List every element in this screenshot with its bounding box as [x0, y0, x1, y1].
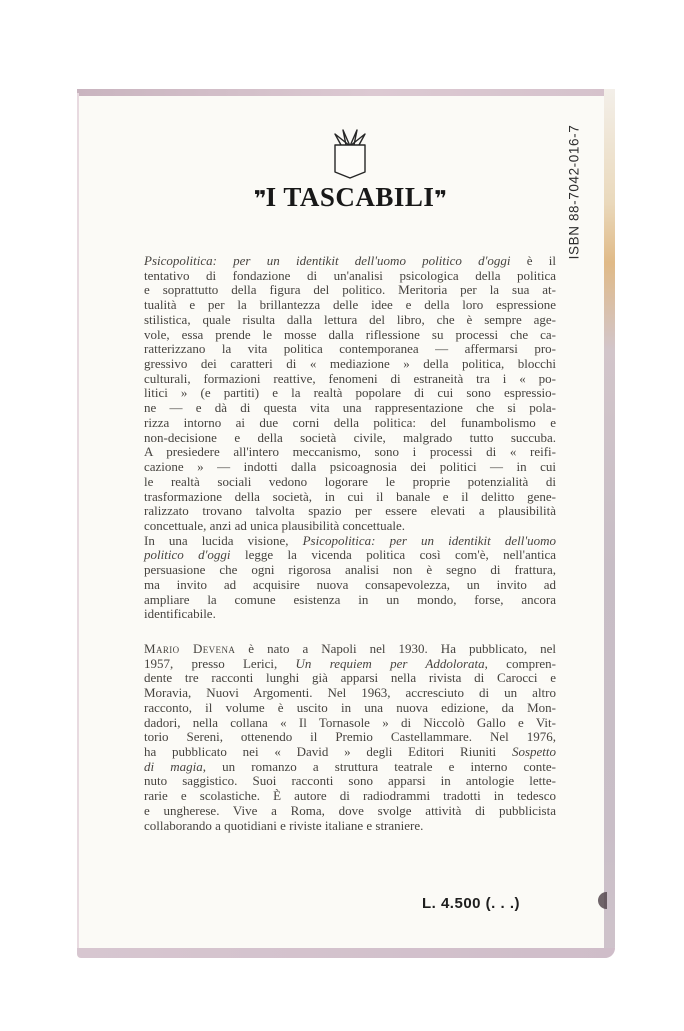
publisher-logo — [144, 129, 556, 213]
text-line: tualità e per la brillantezza delle idee e della loro espressione — [144, 297, 556, 313]
text-line: A presiedere all'intero meccanismo, sono i processi di « reifi- — [144, 444, 556, 460]
text-line: ratterizzano la vita politica contemporanea — affermarsi pro- — [144, 341, 556, 357]
text-line: In una lucida visione, Psicopolitica: per un identikit dell'uomo — [144, 532, 556, 548]
text-line: gressivo dei caratteri di « mediazione » della politica, blocchi — [144, 356, 556, 372]
text-line: Mario Devena è nato a Napoli nel 1930. Ha pubblicato, nel — [144, 641, 556, 656]
bottom-edge-shadow — [77, 948, 615, 958]
text-line: ampliare la comune esistenza in un mondo, forse, ancora — [144, 591, 556, 607]
text-line: le realtà sociali vedono logorare le proprie potenzialità di — [144, 473, 556, 489]
text-line: di magia, un romanzo a struttura teatrale e interno conte- — [144, 758, 556, 774]
text-line: concettuale, anzi ad unica plausibilità concettuale. — [144, 517, 405, 533]
text-line: stilistica, quale risulta dalla lettura del libro, che è sempre age- — [144, 311, 556, 327]
price-label: L. 4.500 (. . .) — [421, 895, 520, 912]
text-line: rarie e scolastiche. È autore di radiodrammi tradotti in tedesco — [144, 788, 556, 804]
open-book-icon — [329, 129, 371, 179]
book-back-cover — [77, 89, 615, 958]
left-quote-ornament: ❞ — [253, 187, 266, 212]
isbn-vertical: ISBN 88-7042-016-7 — [566, 124, 582, 260]
text-line: vole, essa prende le mosse dalla riflessione su processi che ca- — [144, 326, 556, 342]
text-line: collaborando a quotidiani e riviste italiane e straniere. — [144, 817, 424, 833]
right-quote-ornament: ❞ — [434, 187, 447, 212]
author-bio — [144, 642, 556, 833]
text-line: cazione » — indotti dalla psicoagnosia dei politici — in cui — [144, 459, 556, 475]
edge-notch-mark — [598, 892, 607, 909]
text-line: politico d'oggi legge la vicenda politica così com'è, nell'antica — [144, 547, 557, 563]
text-line: 1957, presso Lerici, Un requiem per Addolorata, compren- — [144, 655, 556, 671]
text-line: dente tre racconti lunghi già apparsi nella rivista di Carocci e — [144, 670, 556, 686]
text-line: culturali, formazioni reattive, fenomeni di estraneità tra i « po- — [144, 370, 556, 386]
text-line: e soprattutto della figura del politico. Meritoria per la sua at- — [144, 282, 556, 298]
text-line: persuasione che ogni rigorosa analisi non è segno di frattura, — [144, 562, 556, 578]
series-title — [144, 182, 556, 213]
page-block-edge — [604, 89, 615, 958]
text-line: ha pubblicato nei « David » degli Editori Riuniti Sospetto — [144, 744, 556, 760]
text-line: nuto saggistico. Suoi racconti sono apparsi in antologie lette- — [144, 773, 556, 789]
text-line: identificabile. — [144, 606, 216, 622]
text-line: non-decisione e della società civile, malgrado tutto succuba. — [144, 429, 556, 445]
text-line: ralizzato trovano talvolta spazio per essere elevati a plausibilità — [144, 503, 556, 519]
text-line: litici » (e partiti) e la realtà popolare di cui sono espressio- — [144, 385, 556, 401]
text-line: Psicopolitica: per un identikit dell'uomo politico d'oggi è il — [144, 253, 556, 268]
text-line: dadori, nella collana « Il Tornasole » di Niccolò Gallo e Vit- — [144, 714, 556, 730]
text-line: rizza intorno ai due corni della politica: del funambolismo e — [144, 414, 556, 430]
text-line: racconto, il volume è uscito in una nuova edizione, da Mon- — [144, 699, 556, 715]
series-name: I TASCABILI — [265, 182, 435, 212]
text-line: Moravia, Nuovi Argomenti. Nel 1963, accresciuto di un altro — [144, 685, 556, 701]
text-line: ma invito ad acquisire nuova consapevolezza, un invito ad — [144, 576, 556, 592]
left-edge-shadow — [77, 93, 79, 953]
text-line: ne — e dà di questa vita una rappresentazione che si pola- — [144, 400, 556, 416]
text-line: trasformazione della società, in cui il banale e il delitto gene- — [144, 488, 556, 504]
book-blurb — [144, 254, 556, 622]
text-line: tentativo di fondazione di un'analisi psicologica della politica — [144, 267, 556, 283]
text-line: e ungherese. Vive a Roma, dove svolge attività di pubblicista — [144, 802, 556, 818]
top-edge-shadow — [77, 89, 615, 96]
text-line: torio Sereni, ottenendo il Premio Castellammare. Nel 1976, — [144, 729, 556, 745]
